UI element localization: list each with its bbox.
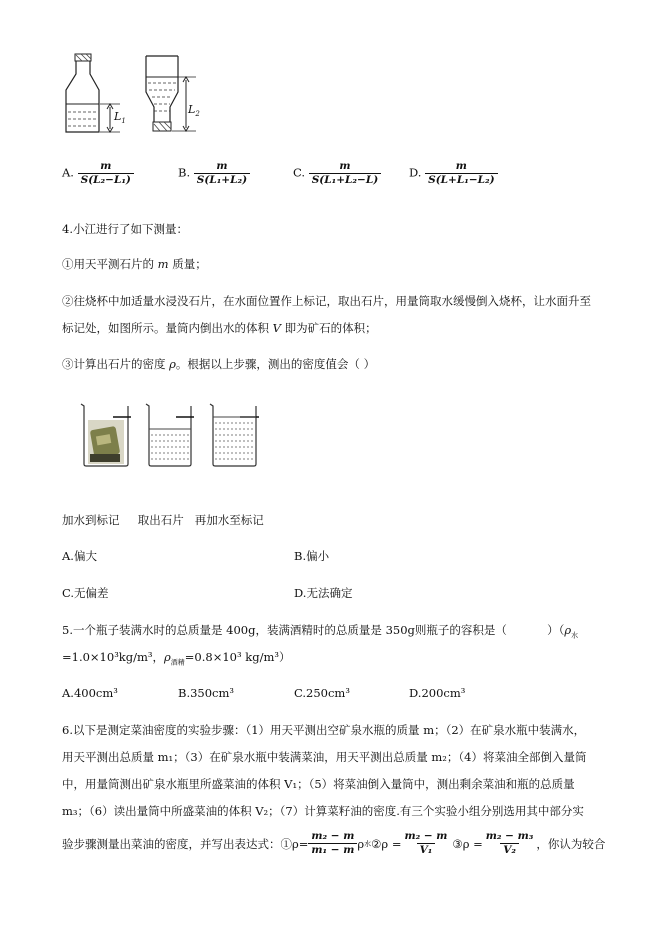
formula-2: $\frac{\text{m₂ − m}}{\text{V₁}}$	[404, 830, 448, 856]
formula-3: $\frac{\text{m₂ − m₃}}{\text{V₂}}$	[485, 830, 534, 856]
inverted-bottle	[146, 56, 196, 131]
q3-option-b[interactable]: B. $\frac{m}{\text{S(L₁+L₂)}}$	[178, 160, 250, 187]
q4-step2-line1: ②往烧杯中加适量水浸没石片，在水面位置作上标记，取出石片，用量筒取水缓慢倒入烧杯，让水面升至	[62, 294, 591, 308]
q4-step3: ③计算出石片的密度 ρ。根据以上步骤，测出的密度值会（ ）	[62, 357, 376, 371]
q5-line2: =1.0×10³kg/m³，$\rho_{酒精}=0.8\times 10^3$ kg/m³）	[62, 650, 291, 667]
beaker-caption: 加水到标记 取出石片 再加水至标记	[62, 513, 264, 527]
vessel-figure	[56, 52, 216, 140]
q5-option-d[interactable]: D.200cm³	[409, 686, 466, 700]
q6-line2: 用天平测出总质量 m₁；（3）在矿泉水瓶中装满菜油，用天平测出总质量 m₂；（4）将菜油全部倒入量筒	[62, 750, 587, 764]
beaker-refilled	[210, 404, 259, 466]
q6-line1: 6.以下是测定菜油密度的实验步骤：（1）用天平测出空矿泉水瓶的质量 m；（2）在矿泉水瓶中装满水，	[62, 723, 586, 737]
q4-option-a[interactable]: A.偏大	[62, 549, 97, 563]
q4-option-d[interactable]: D.无法确定	[294, 586, 353, 600]
beaker-figure	[78, 400, 268, 470]
q6-line5: 验步骤测量出菜油的密度，并写出表达式：①ρ= $\frac{\text{m₂ − m}}{\text{m₁ − m}}$ ρ 水 ②ρ = $\frac{\text{m₂ − m}}{\text{V₁}}$ ③ρ = $\frac{\text{m₂ − m₃}}{\text{V₂}}$ ，你认为较合	[62, 830, 606, 856]
q5-option-b[interactable]: B.350cm³	[178, 686, 235, 700]
upright-bottle	[66, 54, 120, 132]
q5-line1: 5.一个瓶子装满水时的总质量是 400g，装满酒精时的总质量是 350g则瓶子的容积是（ ）（$\rho_水$	[62, 623, 579, 640]
label-l2: $L_2$	[188, 103, 200, 119]
q4-step2-line2: 标记处，如图所示。量筒内倒出水的体积 V 即为矿石的体积；	[62, 321, 377, 335]
q6-line3: 中，用量筒测出矿泉水瓶里所盛菜油的体积 V₁；（5）将菜油倒入量筒中，测出剩余菜油和瓶的总质量	[62, 777, 575, 791]
q3-option-d[interactable]: D. $\frac{m}{\text{S(L+L₁−L₂)}}$	[409, 160, 498, 187]
q3-option-c[interactable]: C. $\frac{m}{\text{S(L₁+L₂−L)}}$	[293, 160, 381, 187]
q5-option-a[interactable]: A.400cm³	[62, 686, 118, 700]
q6-line4: m₃；（6）读出量筒中所盛菜油的体积 V₂；（7）计算菜籽油的密度.有三个实验小组分别选用其中部分实	[62, 804, 584, 818]
q4-title: 4.小江进行了如下测量：	[62, 222, 188, 236]
beaker-with-stone	[81, 404, 131, 466]
beaker-stone-removed	[146, 404, 194, 466]
q5-option-c[interactable]: C.250cm³	[294, 686, 350, 700]
label-l1: $L_1$	[114, 110, 126, 126]
q4-step1: ①用天平测石片的 m 质量；	[62, 257, 207, 271]
q4-option-c[interactable]: C.无偏差	[62, 586, 109, 600]
formula-1: $\frac{\text{m₂ − m}}{\text{m₁ − m}}$	[308, 830, 357, 857]
q4-option-b[interactable]: B.偏小	[294, 549, 330, 563]
q3-option-a[interactable]: A. $\frac{m}{\text{S(L₂−L₁)}}$	[62, 160, 134, 187]
